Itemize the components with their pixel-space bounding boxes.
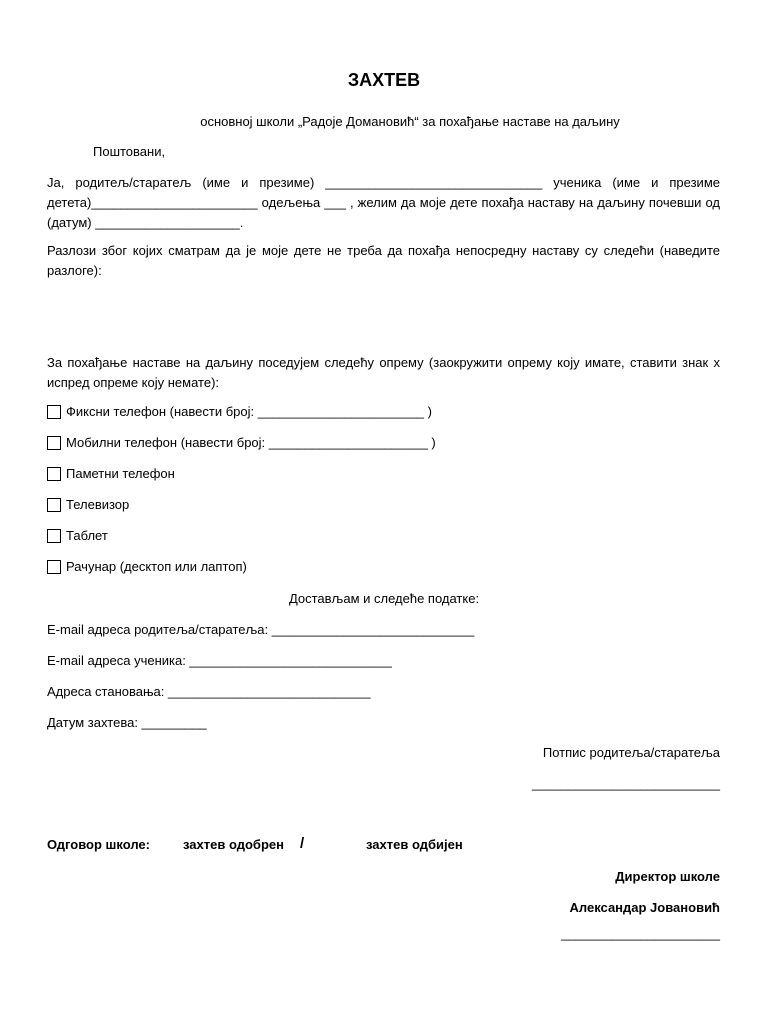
school-response-label: Одговор школе: (47, 837, 150, 852)
director-signature-line[interactable]: ______________________ (560, 926, 720, 941)
document-title: ЗАХТЕВ (347, 70, 421, 90)
equipment-option-mobile (47, 434, 436, 451)
director-name: Александар Јовановић (569, 900, 720, 915)
equipment-label: Телевизор (66, 497, 130, 512)
equipment-label: Таблет (66, 528, 108, 543)
address-field[interactable]: Адреса становања: ____________________________ (47, 684, 371, 699)
equipment-option-computer (47, 558, 247, 575)
request-text: Ја, родитељ/старатељ (име и презиме) ______________________________ ученика (име и презиме детета)_______________________ одељења ___ , желим да моје дете похађа наставу на даљину почевши од (датум) ____________________. (47, 175, 720, 230)
checkbox-mobile[interactable] (47, 436, 61, 450)
equipment-text: За похађање наставе на даљину поседујем следећу опрему (заокружити опрему коју имате, ставити знак х испред опреме коју немате): (47, 355, 720, 390)
equipment-option-tv (47, 496, 129, 513)
director-title: Директор школе (615, 869, 720, 884)
equipment-option-landline (47, 403, 432, 420)
checkbox-tv[interactable] (47, 498, 61, 512)
parent-email-field[interactable]: E-mail адреса родитеља/старатеља: ____________________________ (47, 622, 475, 637)
signature-label: Потпис родитеља/старатеља (542, 745, 720, 760)
greeting: Поштовани, (93, 144, 166, 159)
reasons-paragraph (47, 241, 720, 281)
response-rejected[interactable]: захтев одбијен (366, 837, 463, 852)
equipment-option-tablet (47, 527, 108, 544)
equipment-paragraph (47, 353, 720, 393)
response-approved[interactable]: захтев одобрен (183, 837, 284, 852)
equipment-label: Паметни телефон (66, 466, 175, 481)
equipment-label: Рачунар (десктоп или лаптоп) (66, 559, 247, 574)
equipment-option-smartphone (47, 465, 175, 482)
checkbox-tablet[interactable] (47, 529, 61, 543)
equipment-label: Фиксни телефон (навести број: _______________________ ) (66, 404, 432, 419)
checkbox-computer[interactable] (47, 560, 61, 574)
document-subtitle: основној школи „Радоје Домановић“ за похађање наставе на даљину (200, 114, 620, 129)
signature-line[interactable]: __________________________ (532, 776, 720, 791)
date-field[interactable]: Датум захтева: _________ (47, 715, 207, 730)
equipment-label: Мобилни телефон (навести број: ______________________ ) (66, 435, 436, 450)
checkbox-landline[interactable] (47, 405, 61, 419)
student-email-field[interactable]: E-mail адреса ученика: ____________________________ (47, 653, 392, 668)
data-intro: Достављам и следеће податке: (288, 591, 480, 606)
request-paragraph (47, 173, 720, 233)
reasons-text: Разлози због којих сматрам да је моје дете не треба да похађа непосредну наставу су следећи (наведите разлоге): (47, 243, 720, 278)
response-separator: / (300, 835, 305, 852)
checkbox-smartphone[interactable] (47, 467, 61, 481)
